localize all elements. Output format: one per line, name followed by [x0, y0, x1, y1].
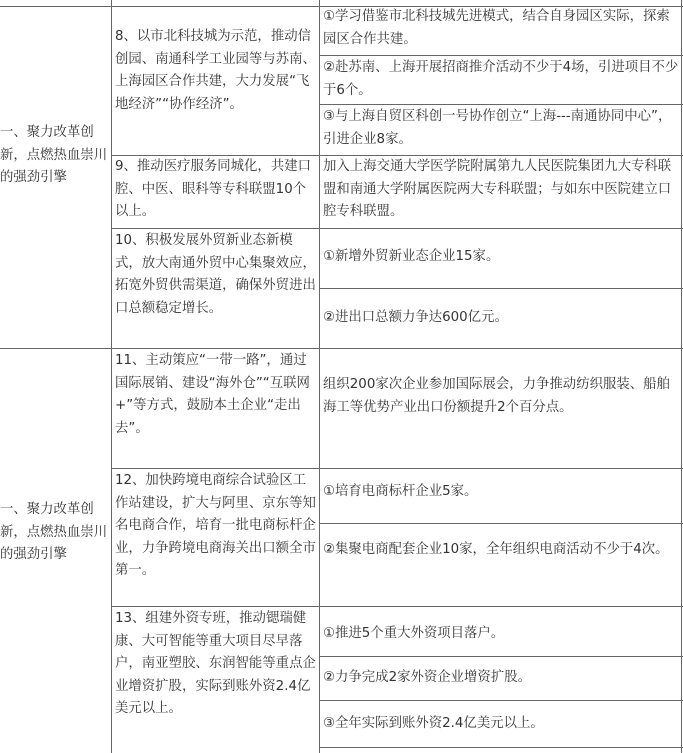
task-cell: 10、积极发展外贸新业态新模式，放大南通外贸中心集聚效应，拓宽外贸供需渠道，确保外贸进出口总额稳定增长。 — [115, 233, 316, 316]
measure-cell: ③全年实际到账外资2.4亿美元以上。 — [323, 716, 544, 731]
task-cell: 9、推动医疗服务同城化，共建口腔、中医、眼科等专科联盟10个以上。 — [115, 159, 311, 219]
measure-cell: ①学习借鉴市北科技城先进模式，结合自身园区实际，探索园区合作共建。 — [323, 9, 670, 47]
grid-line — [319, 523, 683, 524]
grid-line — [111, 606, 683, 607]
category-cell: 一、聚力改革创新，点燃热血崇川的强劲引擎 — [0, 125, 108, 185]
grid-line — [319, 700, 683, 701]
measure-cell: ①新增外贸新业态企业15家。 — [323, 249, 500, 264]
measure-cell: 加入上海交通大学医学院附属第九人民医院集团九大专科联盟和南通大学附属医院两大专科联盟；与如东中医院建立口腔专科联盟。 — [323, 159, 672, 219]
measure-cell: ②集聚电商配套企业10家，全年组织电商活动不少于4次。 — [323, 542, 669, 557]
grid-line — [111, 228, 683, 229]
measure-cell: ①推进5个重大外资项目落户。 — [323, 626, 505, 641]
grid-line — [319, 0, 320, 753]
measure-cell: ①培育电商标杆企业5家。 — [323, 484, 478, 499]
grid-line — [319, 747, 683, 748]
grid-line — [111, 155, 683, 156]
task-cell: 13、组建外资专班，推动锶瑞健康、大可智能等重大项目尽早落户，南亚塑胶、东润智能等重点企业增资扩股，实际到账外资2.4亿美元以上。 — [115, 611, 316, 716]
measure-cell: ②赴苏南、上海开展招商推介活动不少于4场，引进项目不少于6个。 — [323, 60, 679, 98]
measure-cell: 组织200家次企业参加国际展会，力争推动纺织服装、船舶海工等优势产业出口份额提升2个百分点。 — [323, 377, 670, 415]
task-cell: 8、以市北科技城为示范，推动信创园、南通科学工业园等与苏南、上海园区合作共建，大力发展“飞地经济”“协作经济”。 — [115, 29, 316, 112]
task-cell: 12、加快跨境电商综合试验区工作站建设，扩大与阿里、京东等知名电商合作，培育一批电商标杆企业，力争跨境电商海关出口额全市第一。 — [115, 473, 316, 578]
grid-line — [319, 656, 683, 657]
measure-cell: ③与上海自贸区科创一号协作创立“上海---南通协同中心”，引进企业8家。 — [323, 109, 672, 147]
grid-line — [319, 55, 683, 56]
measure-cell: ②力争完成2家外资企业增资扩股。 — [323, 670, 531, 685]
category-cell: 一、聚力改革创新，点燃热血崇川的强劲引擎 — [0, 502, 108, 562]
grid-line — [111, 468, 683, 469]
grid-line — [0, 348, 683, 349]
grid-line — [319, 288, 683, 289]
grid-line — [681, 0, 682, 753]
measure-cell: ②进出口总额力争达600亿元。 — [323, 310, 508, 325]
grid-line — [111, 0, 112, 753]
grid-line — [319, 104, 683, 105]
task-cell: 11、主动策应“一带一路”，通过国际展销、建设“海外仓”“互联网+”等方式，鼓励本土企业“走出去”。 — [115, 353, 310, 436]
grid-line — [0, 6, 683, 7]
